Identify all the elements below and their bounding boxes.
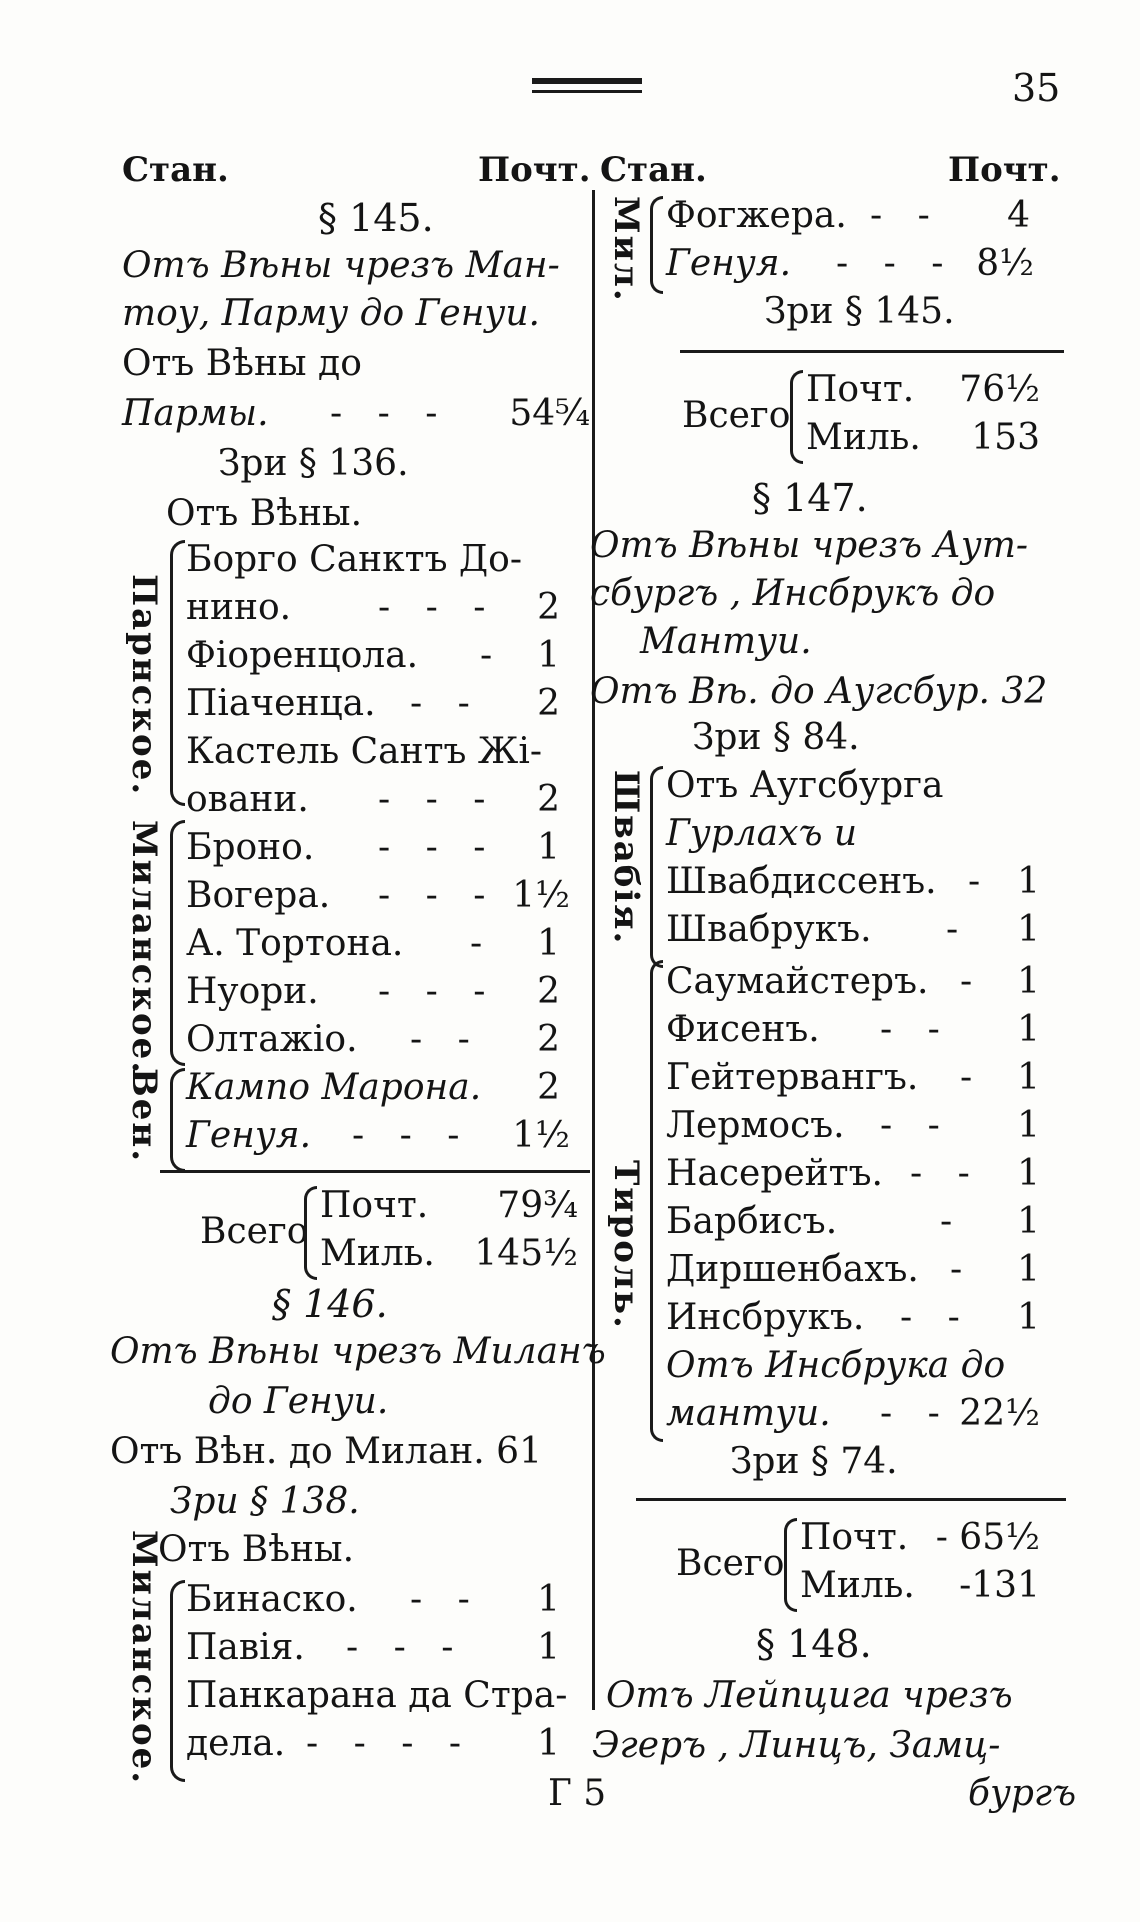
dash-leader: -	[480, 635, 505, 676]
section-148-route-line2: Эгеръ , Линцъ, Замц-	[592, 1725, 1001, 1766]
dash-leader: - - -	[346, 1627, 466, 1668]
brace-ven	[170, 1068, 185, 1172]
station-value: 1	[537, 1723, 560, 1764]
station-value: 1	[537, 1579, 560, 1620]
station-name: Борго Санктъ До-	[186, 539, 523, 580]
station-value: 1	[1017, 1249, 1040, 1290]
station-name: Кастель Сантъ Жі-	[186, 731, 543, 772]
header-rule-thin	[532, 90, 642, 93]
dash-leader: - -	[880, 1393, 952, 1434]
station-value: 1	[1017, 1009, 1040, 1050]
station-value: 1	[1017, 909, 1040, 950]
shvab-from-text: Отъ Аугсбурга	[666, 765, 944, 806]
station-value: 2	[537, 1067, 560, 1108]
section-145-parma: Пармы.	[122, 393, 269, 434]
dash-leader: - -	[870, 195, 942, 236]
station-name: Гейтервангъ.	[666, 1057, 919, 1098]
total-mil-label: Миль.	[800, 1565, 915, 1606]
station-value: 4	[1007, 195, 1030, 236]
dash-leader: - - -	[836, 243, 956, 284]
brace-total	[784, 1518, 797, 1612]
dash-leader: - -	[410, 683, 482, 724]
section-145-from-line: Отъ Вѣны до	[122, 343, 362, 384]
brace-total	[304, 1186, 317, 1280]
station-name: Диршенбахъ.	[666, 1249, 919, 1290]
dash-leader: -	[946, 909, 971, 950]
station-value: 1	[537, 1627, 560, 1668]
section-145-route-line1: Отъ Вѣны чрезъ Ман-	[122, 245, 560, 286]
station-name: Генуя.	[186, 1115, 312, 1156]
section-147-see: Зри § 84.	[692, 717, 860, 758]
total-rule	[636, 1498, 1066, 1501]
station-name: Фіоренцола.	[186, 635, 419, 676]
station-value: 1	[1017, 1297, 1040, 1338]
dash-leader: - -	[880, 1105, 952, 1146]
total-mil-value: 145½	[474, 1233, 578, 1274]
region-label-ven: Вен.	[124, 1068, 164, 1164]
total-post-label: Почт.	[320, 1185, 429, 1226]
section-146-route-text: Отъ Вѣны чрезъ Миланъ	[110, 1331, 606, 1372]
brace-shvab	[650, 766, 663, 968]
section-148-route-line1: Отъ Лейпцига чрезъ	[606, 1675, 1013, 1716]
dash-leader: -	[950, 1249, 975, 1290]
dash-leader: -	[940, 1201, 965, 1242]
section-147-route-line1: Отъ Вѣны чрезъ Аут-	[590, 525, 1029, 566]
station-name: А. Тортона.	[186, 923, 404, 964]
tirol-from-value: 22½	[959, 1393, 1040, 1434]
section-147-from: Отъ Вѣ. до Аугсбур. 32	[590, 671, 1048, 712]
station-value: 2	[537, 1019, 560, 1060]
dash-leader: - - -	[352, 1115, 472, 1156]
dash-leader: -	[960, 1057, 985, 1098]
station-value: 1	[537, 923, 560, 964]
total-mil-value: 153	[971, 417, 1040, 458]
section-145-see: Зри § 136.	[218, 443, 409, 484]
total-label: Всего	[200, 1211, 309, 1252]
station-value: 1	[537, 827, 560, 868]
section-146-route-line2: до Генуи.	[208, 1381, 389, 1422]
dash-leader: -	[470, 923, 495, 964]
total-post-value: 76½	[959, 369, 1040, 410]
section-148-route-line3: бургъ	[968, 1773, 1077, 1814]
station-name: Броно.	[186, 827, 315, 868]
dash-leader: - - - -	[306, 1723, 473, 1764]
region-label-milan: Миланское.	[124, 820, 164, 1076]
station-value: 2	[537, 779, 560, 820]
station-value: 1½	[512, 1115, 570, 1156]
brace-parma	[170, 540, 185, 806]
station-name: Піаченца.	[186, 683, 376, 724]
station-value: 1½	[512, 875, 570, 916]
shvab-from-line1	[666, 766, 943, 806]
section-145-route-line2: тоу, Парму до Генуи.	[122, 293, 540, 334]
station-name: Саумайстеръ.	[666, 961, 929, 1002]
station-name: Панкарана да Стра-	[186, 1675, 568, 1716]
station-name: Лермосъ.	[666, 1105, 845, 1146]
section-146-route-line1	[110, 1332, 606, 1372]
tirol-from-text: Отъ Инсбрука до	[666, 1345, 1006, 1386]
dash-leader: - -	[410, 1579, 482, 1620]
brace-total	[790, 370, 803, 464]
dash-leader: - - -	[378, 827, 498, 868]
dash-leader: - -	[900, 1297, 972, 1338]
station-value: 1	[1017, 1057, 1040, 1098]
left-header-station: Стан.	[122, 150, 229, 190]
station-value: 2	[537, 587, 560, 628]
shvab-from-line2: Гурлахъ и	[666, 813, 858, 854]
station-name: Насерейтъ.	[666, 1153, 883, 1194]
tirol-from-line1	[666, 1346, 1005, 1386]
station-name: Фогжера.	[666, 195, 847, 236]
station-value: 1	[1017, 1153, 1040, 1194]
station-name: Генуя.	[666, 243, 792, 284]
total-mil-label: Миль.	[320, 1233, 435, 1274]
page-number: 35	[1012, 66, 1061, 110]
page-signature: Г 5	[548, 1773, 607, 1814]
dash-leader: - - -	[378, 971, 498, 1012]
right-header-post: Почт.	[948, 150, 1061, 190]
brace-mil	[650, 196, 663, 294]
station-name: Инсбрукъ.	[666, 1297, 865, 1338]
station-name: Бинаско.	[186, 1579, 358, 1620]
tirol-from-line2: мантуи.	[666, 1393, 831, 1434]
section-147-title: § 147.	[752, 476, 868, 520]
section-145-parma-value: 54⁵⁄₄	[509, 393, 590, 434]
station-value: 2	[537, 683, 560, 724]
header-rule	[532, 78, 642, 84]
left-header-post: Почт.	[478, 150, 591, 190]
region-label-milan-2: Миланское.	[124, 1530, 164, 1786]
total-rule	[680, 350, 1064, 353]
station-name: Павія.	[186, 1627, 305, 1668]
section-146-see: Зри § 138.	[170, 1481, 360, 1522]
total-post-label: Почт.	[806, 369, 915, 410]
region-label-parma: Парнское.	[124, 574, 164, 797]
dash-leader: - - -	[378, 875, 498, 916]
station-value: 2	[537, 971, 560, 1012]
section-147-route-line2: сбургъ , Инсбрукъ до	[590, 573, 996, 614]
section-145-from-vienna: Отъ Вѣны.	[166, 493, 363, 534]
section-145-title: § 145.	[318, 196, 434, 240]
total-label: Всего	[682, 395, 791, 436]
station-name: овани.	[186, 779, 309, 820]
brace-milan-2	[170, 1580, 185, 1782]
dash-leader: -	[960, 961, 985, 1002]
station-name: Швабрукъ.	[666, 909, 872, 950]
see-145: Зри § 145.	[764, 291, 955, 332]
station-value: 1	[1017, 1105, 1040, 1146]
station-name: Швабдиссенъ.	[666, 861, 937, 902]
section-146-from: Отъ Вѣн. до Милан. 61	[110, 1431, 542, 1472]
section-146-title: § 146.	[272, 1282, 388, 1326]
brace-tirol	[650, 960, 663, 1442]
total-label: Всего	[676, 1543, 785, 1584]
station-value: 8½	[976, 243, 1034, 284]
region-label-shvab: Швабія.	[606, 770, 646, 946]
total-mil-label: Миль.	[806, 417, 921, 458]
station-value: 1	[1017, 1201, 1040, 1242]
dash-leader: - - -	[378, 587, 498, 628]
station-value: 1	[1017, 961, 1040, 1002]
see-74: Зри § 74.	[730, 1441, 898, 1482]
total-post-label: Почт.	[800, 1517, 909, 1558]
region-label-mil: Мил.	[606, 196, 646, 303]
total-post-value: - 65½	[935, 1517, 1040, 1558]
total-rule	[160, 1170, 590, 1173]
station-name: нино.	[186, 587, 292, 628]
station-name: Фисенъ.	[666, 1009, 820, 1050]
station-name: дела.	[186, 1723, 286, 1764]
station-name: Барбисъ.	[666, 1201, 838, 1242]
station-name: Нуори.	[186, 971, 319, 1012]
brace-milan	[170, 820, 185, 1066]
station-name: Олтажіо.	[186, 1019, 358, 1060]
dash-leader: - -	[880, 1009, 952, 1050]
station-name: Вогера.	[186, 875, 331, 916]
column-divider	[592, 190, 595, 1710]
total-mil-value: -131	[959, 1565, 1040, 1606]
dash-leader: - - -	[330, 393, 450, 434]
dash-leader: - -	[910, 1153, 982, 1194]
section-146-from-vienna: Отъ Вѣны.	[158, 1529, 355, 1570]
dash-leader: - - -	[378, 779, 498, 820]
dash-leader: - -	[410, 1019, 482, 1060]
dash-leader: -	[968, 861, 993, 902]
section-148-title: § 148.	[756, 1622, 872, 1666]
station-name: Кампо Марона.	[186, 1067, 482, 1108]
station-value: 1	[1017, 861, 1040, 902]
region-label-tirol: Тироль.	[606, 1160, 646, 1330]
right-header-station: Стан.	[600, 150, 707, 190]
section-147-route-line3: Мантуи.	[640, 621, 812, 662]
total-post-value: 79¾	[497, 1185, 578, 1226]
station-value: 1	[537, 635, 560, 676]
